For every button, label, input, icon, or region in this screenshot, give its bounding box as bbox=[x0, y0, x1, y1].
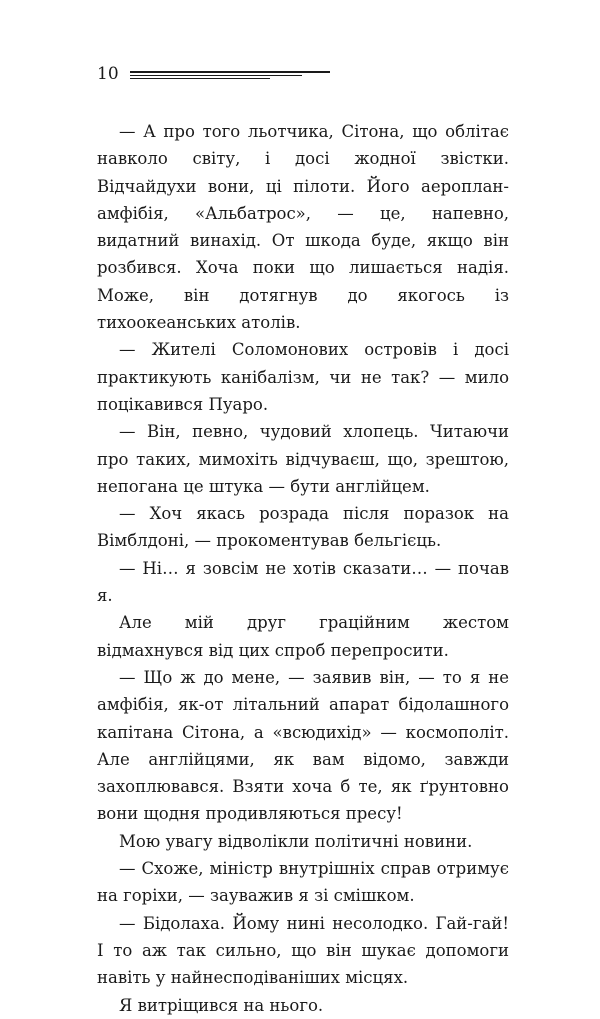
paragraph-10: — Бідолаха. Йому нині несолодко. Гай-гай! І то аж так сильно, що він шукає допомоги навіть у найнесподіваніших місцях. bbox=[97, 913, 509, 988]
paragraph-7: — Що ж до мене, — заявив він, — то я не амфібія, як-от літальний апарат бідолашного капітана Сітона, а «всюдихід» — космополіт. Але англійцями, як вам відомо, завжди захоплювався. Взяти хоча б те, як ґрунтовно вони щодня продивляються пресу! bbox=[97, 667, 509, 824]
paragraph-2: — Жителі Соломонових островів і досі практикують канібалізм, чи не так? — мило поцікавився Пуаро. bbox=[97, 340, 509, 414]
header-rule-top bbox=[130, 71, 330, 73]
paragraph-1: — А про того льотчика, Сітона, що облітає навколо світу, і досі жодної звістки. Відчайдухи вони, ці пілоти. Його аероплан-амфібія, «Альбатрос», — це, напевно, видатний винахід. От шкода буде, якщо він розбився. Хоча поки що лишається надія. Може, він дотягнув до якогось із тихоокеанських атолів. bbox=[97, 122, 509, 333]
body-text bbox=[97, 118, 509, 1019]
running-header bbox=[97, 63, 337, 85]
header-rule-ornament bbox=[130, 71, 330, 83]
paragraph-8: Мою увагу відволікли політичні новини. bbox=[119, 831, 473, 851]
header-rule-bottom bbox=[130, 78, 270, 79]
paragraph-6: Але мій друг грацiйним жестом відмахнувся від цих спроб перепросити. bbox=[97, 613, 509, 660]
paragraph-9: — Схоже, міністр внутрішніх справ отримує на горіхи, — зауважив я зі смішком. bbox=[97, 859, 509, 906]
paragraph-4: — Хоч якась розрада після поразок на Вімблдоні, — прокоментував бельгієць. bbox=[97, 504, 509, 551]
paragraph-11: Я витріщився на нього. bbox=[119, 995, 324, 1015]
paragraph-5: — Ні… я зовсім не хотів сказати… — почав я. bbox=[97, 558, 509, 606]
header-rule-middle bbox=[130, 75, 302, 76]
paragraph-3: — Він, певно, чудовий хлопець. Читаючи про таких, мимохіть відчуваєш, що, зрештою, непогана це штука — бути англійцем. bbox=[97, 422, 509, 496]
page-number: 10 bbox=[97, 64, 119, 84]
